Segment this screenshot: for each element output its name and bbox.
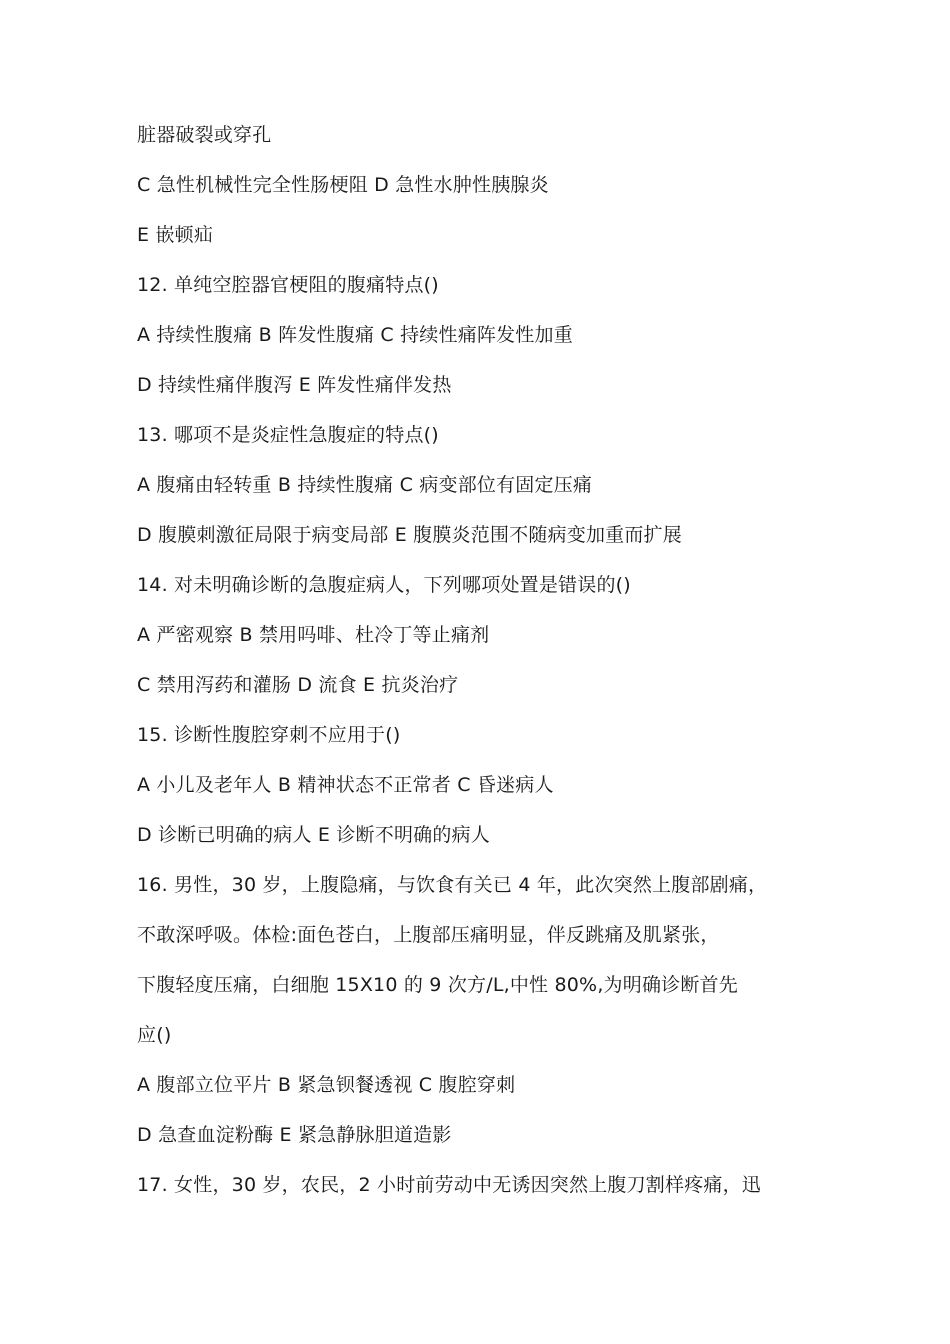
question-16-continued: 不敢深呼吸。体检:面色苍白，上腹部压痛明显，伴反跳痛及肌紧张， [137,924,720,946]
option-line: E 嵌顿疝 [137,224,214,246]
option-line: A 腹部立位平片 B 紧急钡餐透视 C 腹腔穿刺 [137,1074,516,1096]
option-line: D 持续性痛伴腹泻 E 阵发性痛伴发热 [137,374,452,396]
question-12: 12. 单纯空腔器官梗阻的腹痛特点() [137,274,439,296]
question-16: 16. 男性，30 岁，上腹隐痛，与饮食有关已 4 年，此次突然上腹部剧痛， [137,874,768,896]
question-13: 13. 哪项不是炎症性急腹症的特点() [137,424,439,446]
option-line: A 严密观察 B 禁用吗啡、杜冷丁等止痛剂 [137,624,490,646]
question-16-continued: 下腹轻度压痛，白细胞 15X10 的 9 次方/L,中性 80%,为明确诊断首先 [137,974,738,996]
text-line: 脏器破裂或穿孔 [137,124,272,146]
option-line: D 诊断已明确的病人 E 诊断不明确的病人 [137,824,490,846]
option-line: A 持续性腹痛 B 阵发性腹痛 C 持续性痛阵发性加重 [137,324,573,346]
option-line: D 腹膜刺激征局限于病变局部 E 腹膜炎范围不随病变加重而扩展 [137,524,682,546]
option-line: C 禁用泻药和灌肠 D 流食 E 抗炎治疗 [137,674,459,696]
question-16-continued: 应() [137,1024,172,1046]
option-line: A 小儿及老年人 B 精神状态不正常者 C 昏迷病人 [137,774,554,796]
question-15: 15. 诊断性腹腔穿刺不应用于() [137,724,401,746]
option-line: C 急性机械性完全性肠梗阻 D 急性水肿性胰腺炎 [137,174,549,196]
option-line: D 急查血淀粉酶 E 紧急静脉胆道造影 [137,1124,452,1146]
option-line: A 腹痛由轻转重 B 持续性腹痛 C 病变部位有固定压痛 [137,474,593,496]
question-17: 17. 女性，30 岁，农民，2 小时前劳动中无诱因突然上腹刀割样疼痛，迅 [137,1174,762,1196]
question-14: 14. 对未明确诊断的急腹症病人，下列哪项处置是错误的() [137,574,631,596]
